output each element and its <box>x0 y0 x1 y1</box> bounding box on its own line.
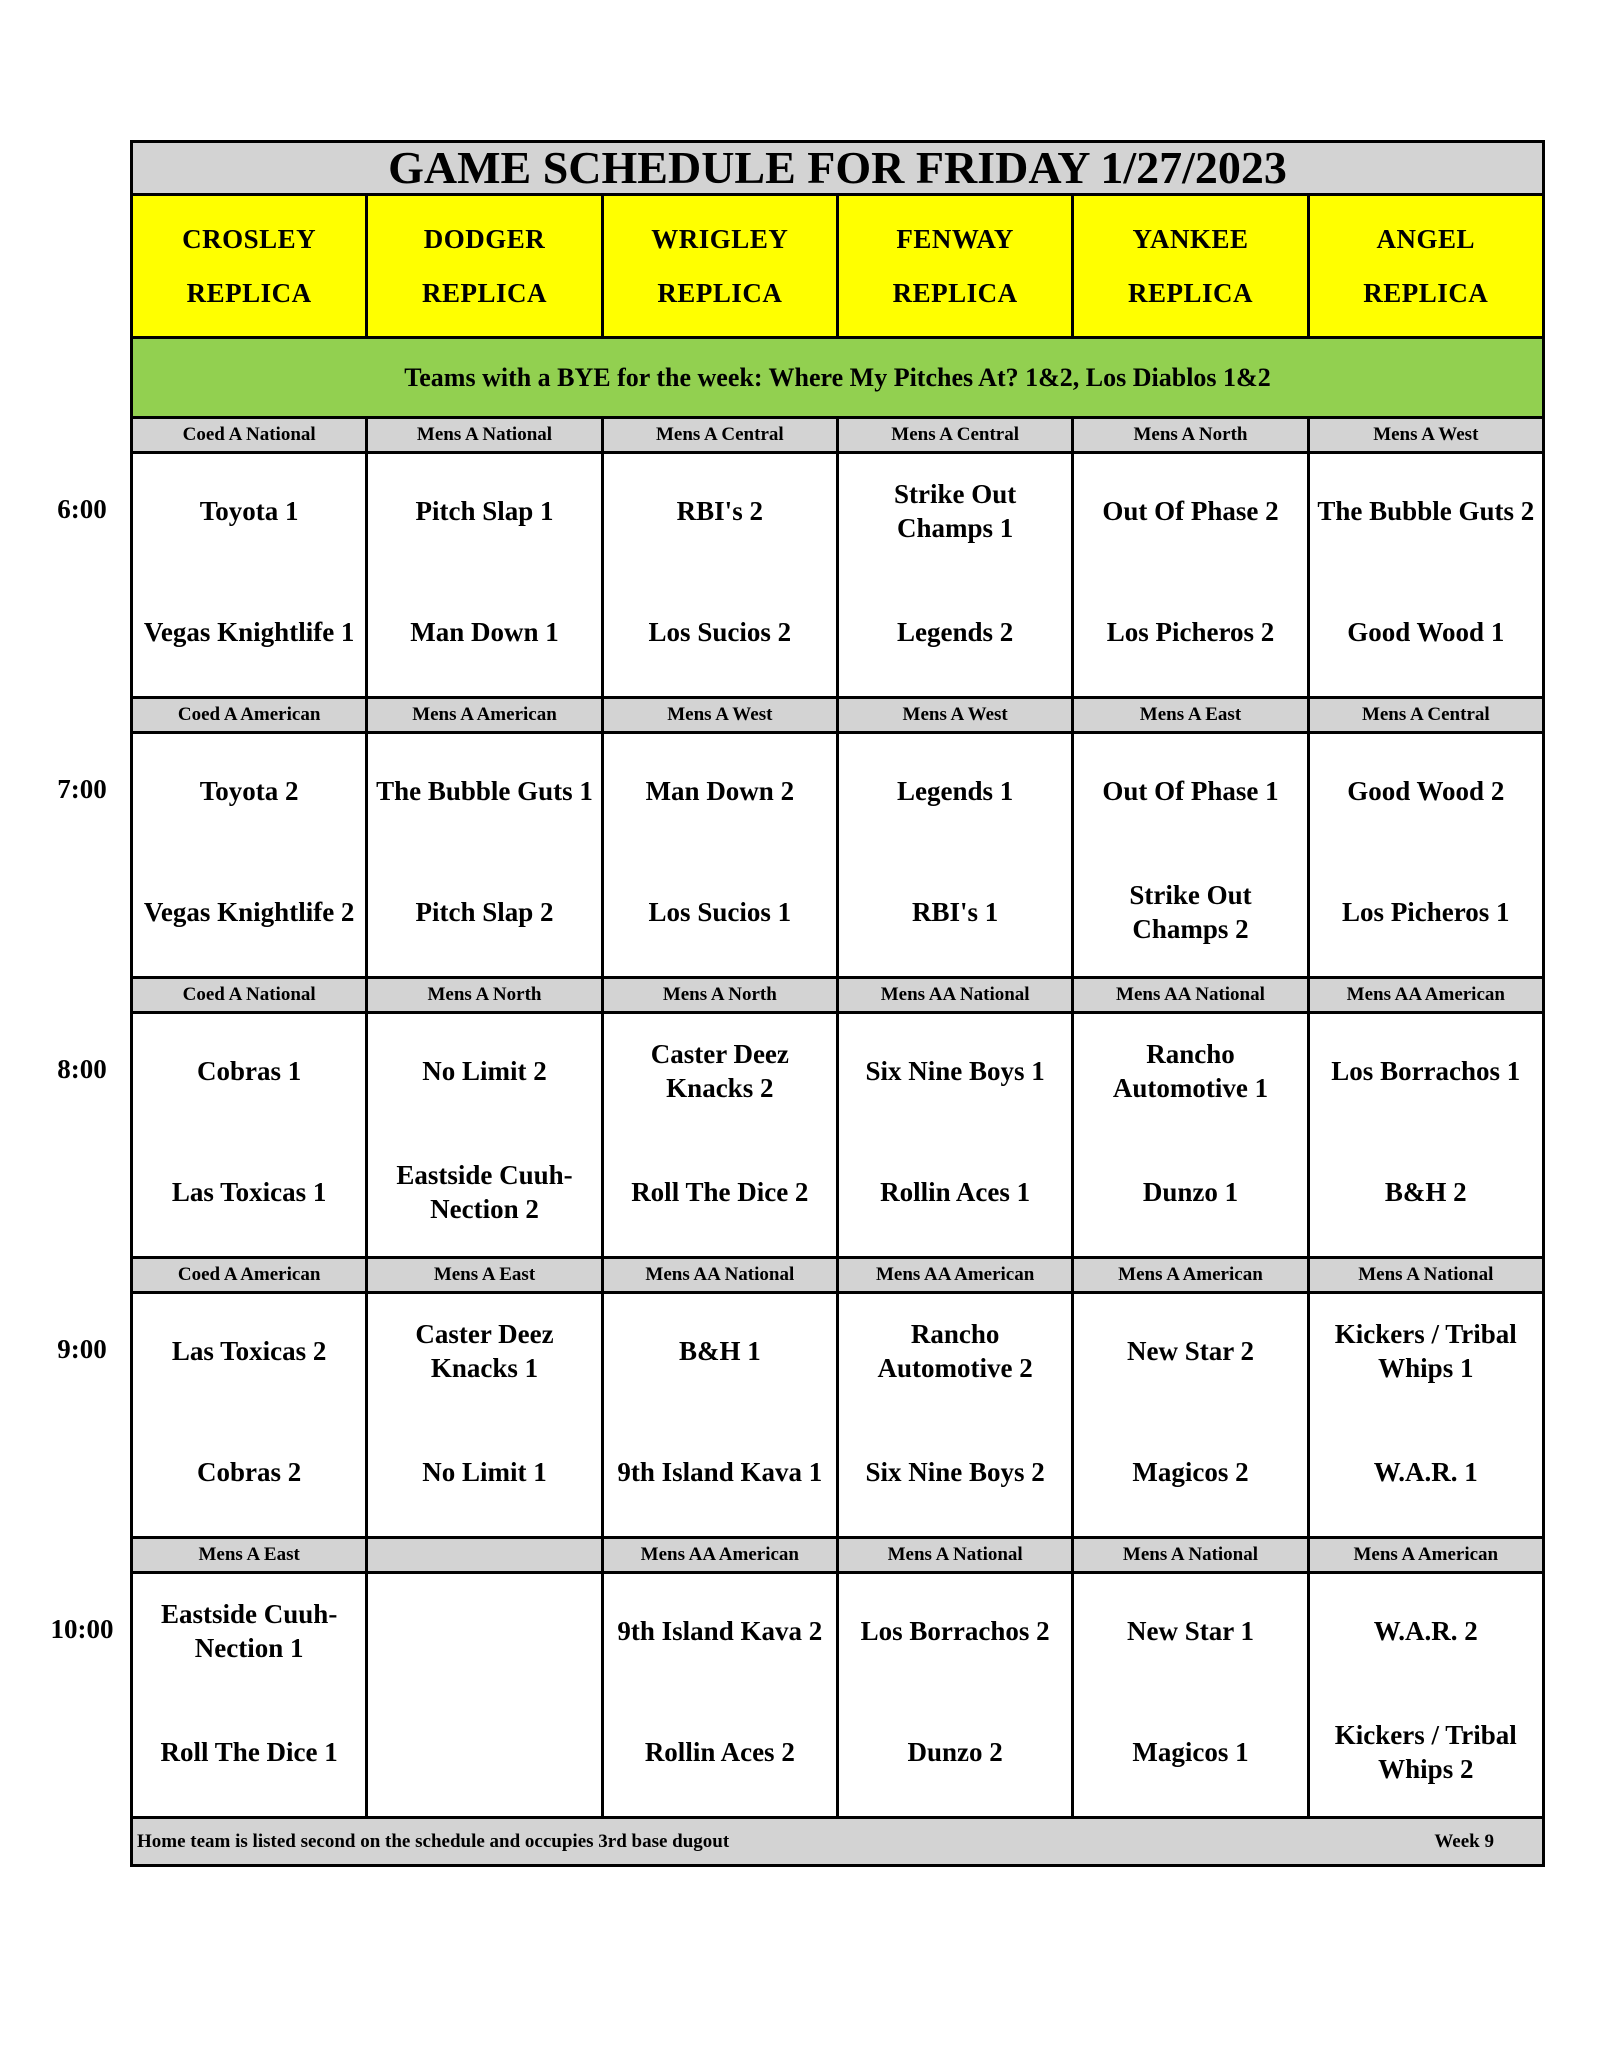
game-row <box>133 734 1542 979</box>
home-team-note: Home team is listed second on the schedule and occupies 3rd base dugout <box>137 1830 730 1852</box>
home-team: Cobras 2 <box>197 1457 302 1487</box>
home-team: Eastside Cuuh-Nection 2 <box>396 1160 573 1224</box>
field-header-yankee <box>1074 196 1309 336</box>
home-team: Roll The Dice 1 <box>160 1737 338 1767</box>
game-cell <box>1310 454 1542 696</box>
away-team: Legends 1 <box>897 776 1014 806</box>
game-cell <box>133 1574 368 1816</box>
away-team: Strike Out Champs 1 <box>894 479 1017 543</box>
field-header-fenway <box>839 196 1074 336</box>
home-team: Rollin Aces 2 <box>644 1737 795 1767</box>
game-cell <box>1310 1294 1542 1536</box>
division-row <box>133 1259 1542 1294</box>
division-label: Mens AA National <box>839 979 1074 1011</box>
bye-banner: Teams with a BYE for the week: Where My Pitches At? 1&2, Los Diablos 1&2 <box>133 339 1542 419</box>
division-label: Mens A Central <box>1361 704 1490 725</box>
away-team: Out Of Phase 1 <box>1102 776 1279 806</box>
division-label <box>368 1539 603 1571</box>
schedule-table <box>130 140 1545 1867</box>
game-cell <box>839 454 1074 696</box>
time-label: 10:00 <box>50 1614 114 1644</box>
division-label: Mens A West <box>604 699 839 731</box>
away-team: Toyota 2 <box>199 776 299 806</box>
away-team <box>372 1589 596 1673</box>
division-label: Mens A East <box>1074 699 1309 731</box>
division-label: Mens AA American <box>604 1539 839 1571</box>
game-cell <box>604 454 839 696</box>
schedule-title: GAME SCHEDULE FOR FRIDAY 1/27/2023 <box>133 143 1542 196</box>
game-cell <box>1310 1574 1542 1816</box>
game-cell <box>839 1014 1074 1256</box>
home-team: Man Down 1 <box>410 617 559 647</box>
away-team: Six Nine Boys 1 <box>865 1056 1045 1086</box>
away-team: W.A.R. 2 <box>1373 1616 1478 1646</box>
away-team: Caster Deez Knacks 1 <box>415 1319 554 1383</box>
home-team: Los Picheros 2 <box>1106 617 1275 647</box>
game-cell <box>368 1294 603 1536</box>
game-cell <box>1074 1574 1309 1816</box>
home-team <box>372 1710 596 1794</box>
away-team: Caster Deez Knacks 2 <box>650 1039 789 1103</box>
division-label: Mens AA American <box>1346 984 1505 1005</box>
week-label: Week 9 <box>1434 1830 1494 1852</box>
game-cell <box>133 1014 368 1256</box>
division-label: Mens A American <box>368 699 603 731</box>
game-cell <box>1074 454 1309 696</box>
field-header-angel <box>1310 196 1542 336</box>
division-label: Mens A American <box>1353 1544 1499 1565</box>
home-team: Dunzo 2 <box>907 1737 1003 1767</box>
game-cell <box>604 1574 839 1816</box>
away-team: Rancho Automotive 2 <box>877 1319 1033 1383</box>
game-row <box>133 454 1542 699</box>
game-cell <box>133 734 368 976</box>
home-team: W.A.R. 1 <box>1373 1457 1478 1487</box>
field-header-crosley <box>133 196 368 336</box>
away-team: Kickers / Tribal Whips 1 <box>1334 1319 1517 1383</box>
game-cell <box>1074 1294 1309 1536</box>
field-header-dodger <box>368 196 603 336</box>
away-team: Eastside Cuuh-Nection 1 <box>161 1599 338 1663</box>
home-team: B&H 2 <box>1384 1177 1467 1207</box>
division-label: Mens A Central <box>839 419 1074 451</box>
game-cell <box>133 1294 368 1536</box>
away-team: Out Of Phase 2 <box>1102 496 1279 526</box>
field-type: REPLICA <box>657 278 783 308</box>
home-team: Legends 2 <box>897 617 1014 647</box>
division-label: Mens A East <box>133 1539 368 1571</box>
home-team: Rollin Aces 1 <box>880 1177 1031 1207</box>
field-name: FENWAY <box>896 224 1014 254</box>
home-team: Los Picheros 1 <box>1342 897 1510 927</box>
away-team: Good Wood 2 <box>1347 776 1505 806</box>
game-cell <box>1310 1014 1542 1256</box>
away-team: No Limit 2 <box>422 1056 547 1086</box>
division-label: Mens A Central <box>604 419 839 451</box>
division-label: Mens AA American <box>839 1259 1074 1291</box>
time-label: 9:00 <box>57 1334 107 1364</box>
field-type: REPLICA <box>186 278 312 308</box>
home-team: Pitch Slap 2 <box>415 897 554 927</box>
field-type: REPLICA <box>1127 278 1253 308</box>
division-label: Mens A East <box>368 1259 603 1291</box>
game-cell <box>1074 734 1309 976</box>
field-name: CROSLEY <box>182 224 317 254</box>
division-label: Mens A National <box>839 1539 1074 1571</box>
away-team: Cobras 1 <box>197 1056 302 1086</box>
home-team: 9th Island Kava 1 <box>617 1457 823 1487</box>
division-label: Coed A American <box>133 699 368 731</box>
away-team: B&H 1 <box>678 1336 761 1366</box>
division-row <box>133 1539 1542 1574</box>
away-team: 9th Island Kava 2 <box>617 1616 823 1646</box>
division-label: Mens A National <box>368 419 603 451</box>
game-cell <box>368 734 603 976</box>
away-team: Toyota 1 <box>199 496 299 526</box>
game-cell <box>604 1014 839 1256</box>
home-team: Los Sucios 1 <box>648 897 792 927</box>
schedule-footer <box>133 1819 1542 1864</box>
field-name: WRIGLEY <box>651 224 789 254</box>
division-label: Mens A North <box>1074 419 1309 451</box>
game-cell <box>604 734 839 976</box>
away-team: New Star 2 <box>1126 1336 1254 1366</box>
home-team: Strike Out Champs 2 <box>1129 880 1252 944</box>
away-team: RBI's 2 <box>676 496 763 526</box>
division-label: Mens A National <box>1358 1264 1494 1285</box>
division-row <box>133 699 1542 734</box>
game-cell <box>368 454 603 696</box>
home-team: RBI's 1 <box>912 897 999 927</box>
game-cell <box>604 1294 839 1536</box>
game-cell <box>368 1014 603 1256</box>
field-header-wrigley <box>604 196 839 336</box>
division-label: Coed A National <box>133 419 368 451</box>
home-team: Magicos 1 <box>1132 1737 1249 1767</box>
game-row <box>133 1574 1542 1819</box>
away-team: The Bubble Guts 2 <box>1317 496 1535 526</box>
division-label: Mens AA National <box>1074 979 1309 1011</box>
home-team: Dunzo 1 <box>1142 1177 1239 1207</box>
home-team: Vegas Knightlife 2 <box>143 897 355 927</box>
home-team: Roll The Dice 2 <box>631 1177 809 1207</box>
division-row <box>133 979 1542 1014</box>
game-row <box>133 1014 1542 1259</box>
away-team: Los Borrachos 2 <box>860 1616 1050 1646</box>
home-team: Los Sucios 2 <box>648 617 792 647</box>
field-name: DODGER <box>423 224 546 254</box>
game-cell <box>368 1574 603 1816</box>
division-row <box>133 419 1542 454</box>
field-type: REPLICA <box>1363 278 1489 308</box>
division-label: Mens A American <box>1074 1259 1309 1291</box>
field-name: ANGEL <box>1376 224 1476 254</box>
away-team: The Bubble Guts 1 <box>376 776 593 806</box>
home-team: Magicos 2 <box>1132 1457 1249 1487</box>
division-label: Mens A North <box>368 979 603 1011</box>
home-team: Six Nine Boys 2 <box>865 1457 1045 1487</box>
game-cell <box>1310 734 1542 976</box>
time-label: 8:00 <box>57 1054 107 1084</box>
home-team: Vegas Knightlife 1 <box>143 617 355 647</box>
game-cell <box>839 734 1074 976</box>
game-cell <box>839 1294 1074 1536</box>
division-label: Mens A North <box>604 979 839 1011</box>
division-label: Mens A West <box>839 699 1074 731</box>
field-type: REPLICA <box>892 278 1018 308</box>
home-team: Kickers / Tribal Whips 2 <box>1334 1720 1517 1784</box>
game-cell <box>839 1574 1074 1816</box>
home-team: Good Wood 1 <box>1347 617 1505 647</box>
away-team: Las Toxicas 2 <box>171 1336 327 1366</box>
division-label: Mens A West <box>1373 424 1479 445</box>
home-team: No Limit 1 <box>422 1457 547 1487</box>
away-team: New Star 1 <box>1126 1616 1254 1646</box>
away-team: Los Borrachos 1 <box>1331 1056 1521 1086</box>
game-cell <box>1074 1014 1309 1256</box>
field-name: YANKEE <box>1132 224 1249 254</box>
away-team: Pitch Slap 1 <box>415 496 554 526</box>
field-header-row <box>133 196 1542 339</box>
away-team: Man Down 2 <box>645 776 795 806</box>
division-label: Mens A National <box>1074 1539 1309 1571</box>
time-label: 7:00 <box>57 774 107 804</box>
division-label: Coed A National <box>133 979 368 1011</box>
time-label: 6:00 <box>57 494 107 524</box>
home-team: Las Toxicas 1 <box>171 1177 327 1207</box>
field-type: REPLICA <box>421 278 547 308</box>
division-label: Mens AA National <box>604 1259 839 1291</box>
game-cell <box>133 454 368 696</box>
away-team: Rancho Automotive 1 <box>1112 1039 1269 1103</box>
game-row <box>133 1294 1542 1539</box>
division-label: Coed A American <box>133 1259 368 1291</box>
